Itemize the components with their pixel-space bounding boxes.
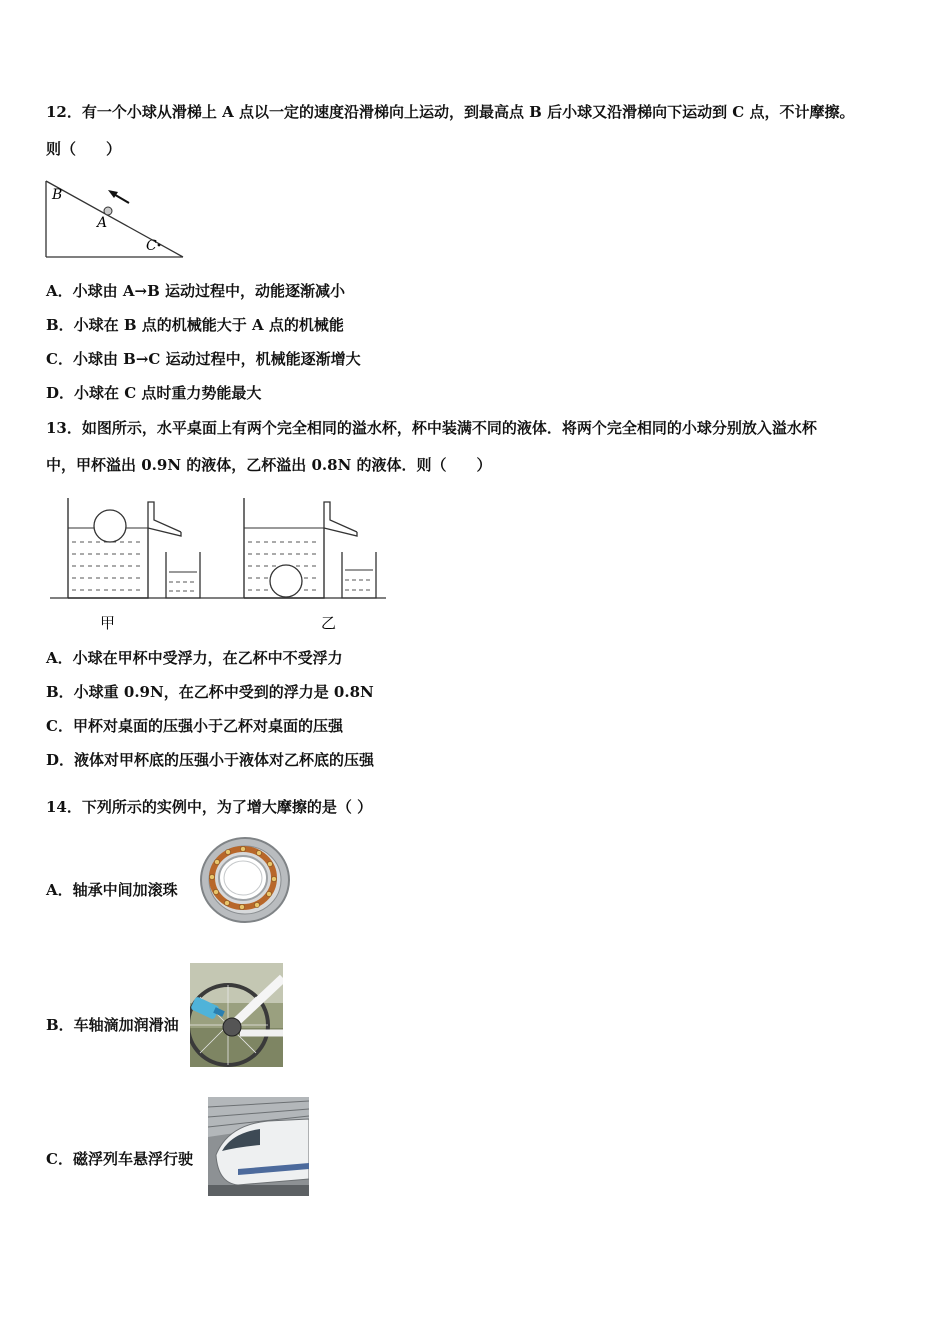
q13-stem-line2: 中，甲杯溢出 0.9N 的液体，乙杯溢出 0.8N 的液体．则（ ）	[46, 456, 492, 474]
point-b-label: B	[52, 187, 63, 203]
q13-option-d: D．液体对甲杯底的压强小于液体对乙杯底的压强	[46, 751, 375, 769]
maglev-train-image	[208, 1097, 309, 1196]
point-a-label: A	[97, 215, 108, 231]
q13-option-b: B．小球重 0.9N，在乙杯中受到的浮力是 0.8N	[46, 683, 374, 701]
point-c-dot	[158, 244, 161, 247]
small-cup-right	[342, 552, 376, 598]
ball-right	[270, 565, 302, 597]
ball	[104, 207, 112, 215]
small-cup-left	[166, 552, 200, 598]
q13-option-c: C．甲杯对桌面的压强小于乙杯对桌面的压强	[46, 717, 343, 735]
q12-stem-line1: 12．有一个小球从滑梯上 A 点以一定的速度沿滑梯向上运动，到最高点 B 后小球又沿滑梯向下运动到 C 点，不计摩擦。	[46, 103, 855, 121]
q13-option-a: A．小球在甲杯中受浮力，在乙杯中不受浮力	[46, 649, 343, 667]
q14-option-b: B．车轴滴加润滑油	[46, 1016, 179, 1034]
q14-stem: 14．下列所示的实例中，为了增大摩擦的是（ ）	[46, 798, 373, 816]
bearing-image	[193, 830, 293, 928]
bicycle-oil-image	[190, 963, 283, 1067]
q14-option-c: C．磁浮列车悬浮行驶	[46, 1150, 193, 1168]
overflow-cups-diagram	[46, 490, 391, 635]
cup-right	[244, 498, 357, 598]
cup-label-jia: 甲	[100, 614, 116, 632]
q14-option-a: A．轴承中间加滚珠	[46, 881, 178, 899]
q12-option-b: B．小球在 B 点的机械能大于 A 点的机械能	[46, 316, 344, 334]
cup-label-yi: 乙	[321, 614, 337, 632]
slide-diagram	[40, 175, 190, 263]
q12-stem-line2: 则（ ）	[46, 140, 122, 158]
q12-option-c: C．小球由 B→C 运动过程中，机械能逐渐增大	[46, 350, 361, 368]
q12-option-d: D．小球在 C 点时重力势能最大	[46, 384, 262, 402]
q13-stem-line1: 13．如图所示，水平桌面上有两个完全相同的溢水杯，杯中装满不同的液体．将两个完全相同的小球分别放入溢水杯	[46, 419, 817, 437]
cup-left	[68, 498, 181, 598]
q12-option-a: A．小球由 A→B 运动过程中，动能逐渐减小	[46, 282, 345, 300]
ball-left	[94, 510, 126, 542]
point-c-label: C	[146, 238, 157, 254]
